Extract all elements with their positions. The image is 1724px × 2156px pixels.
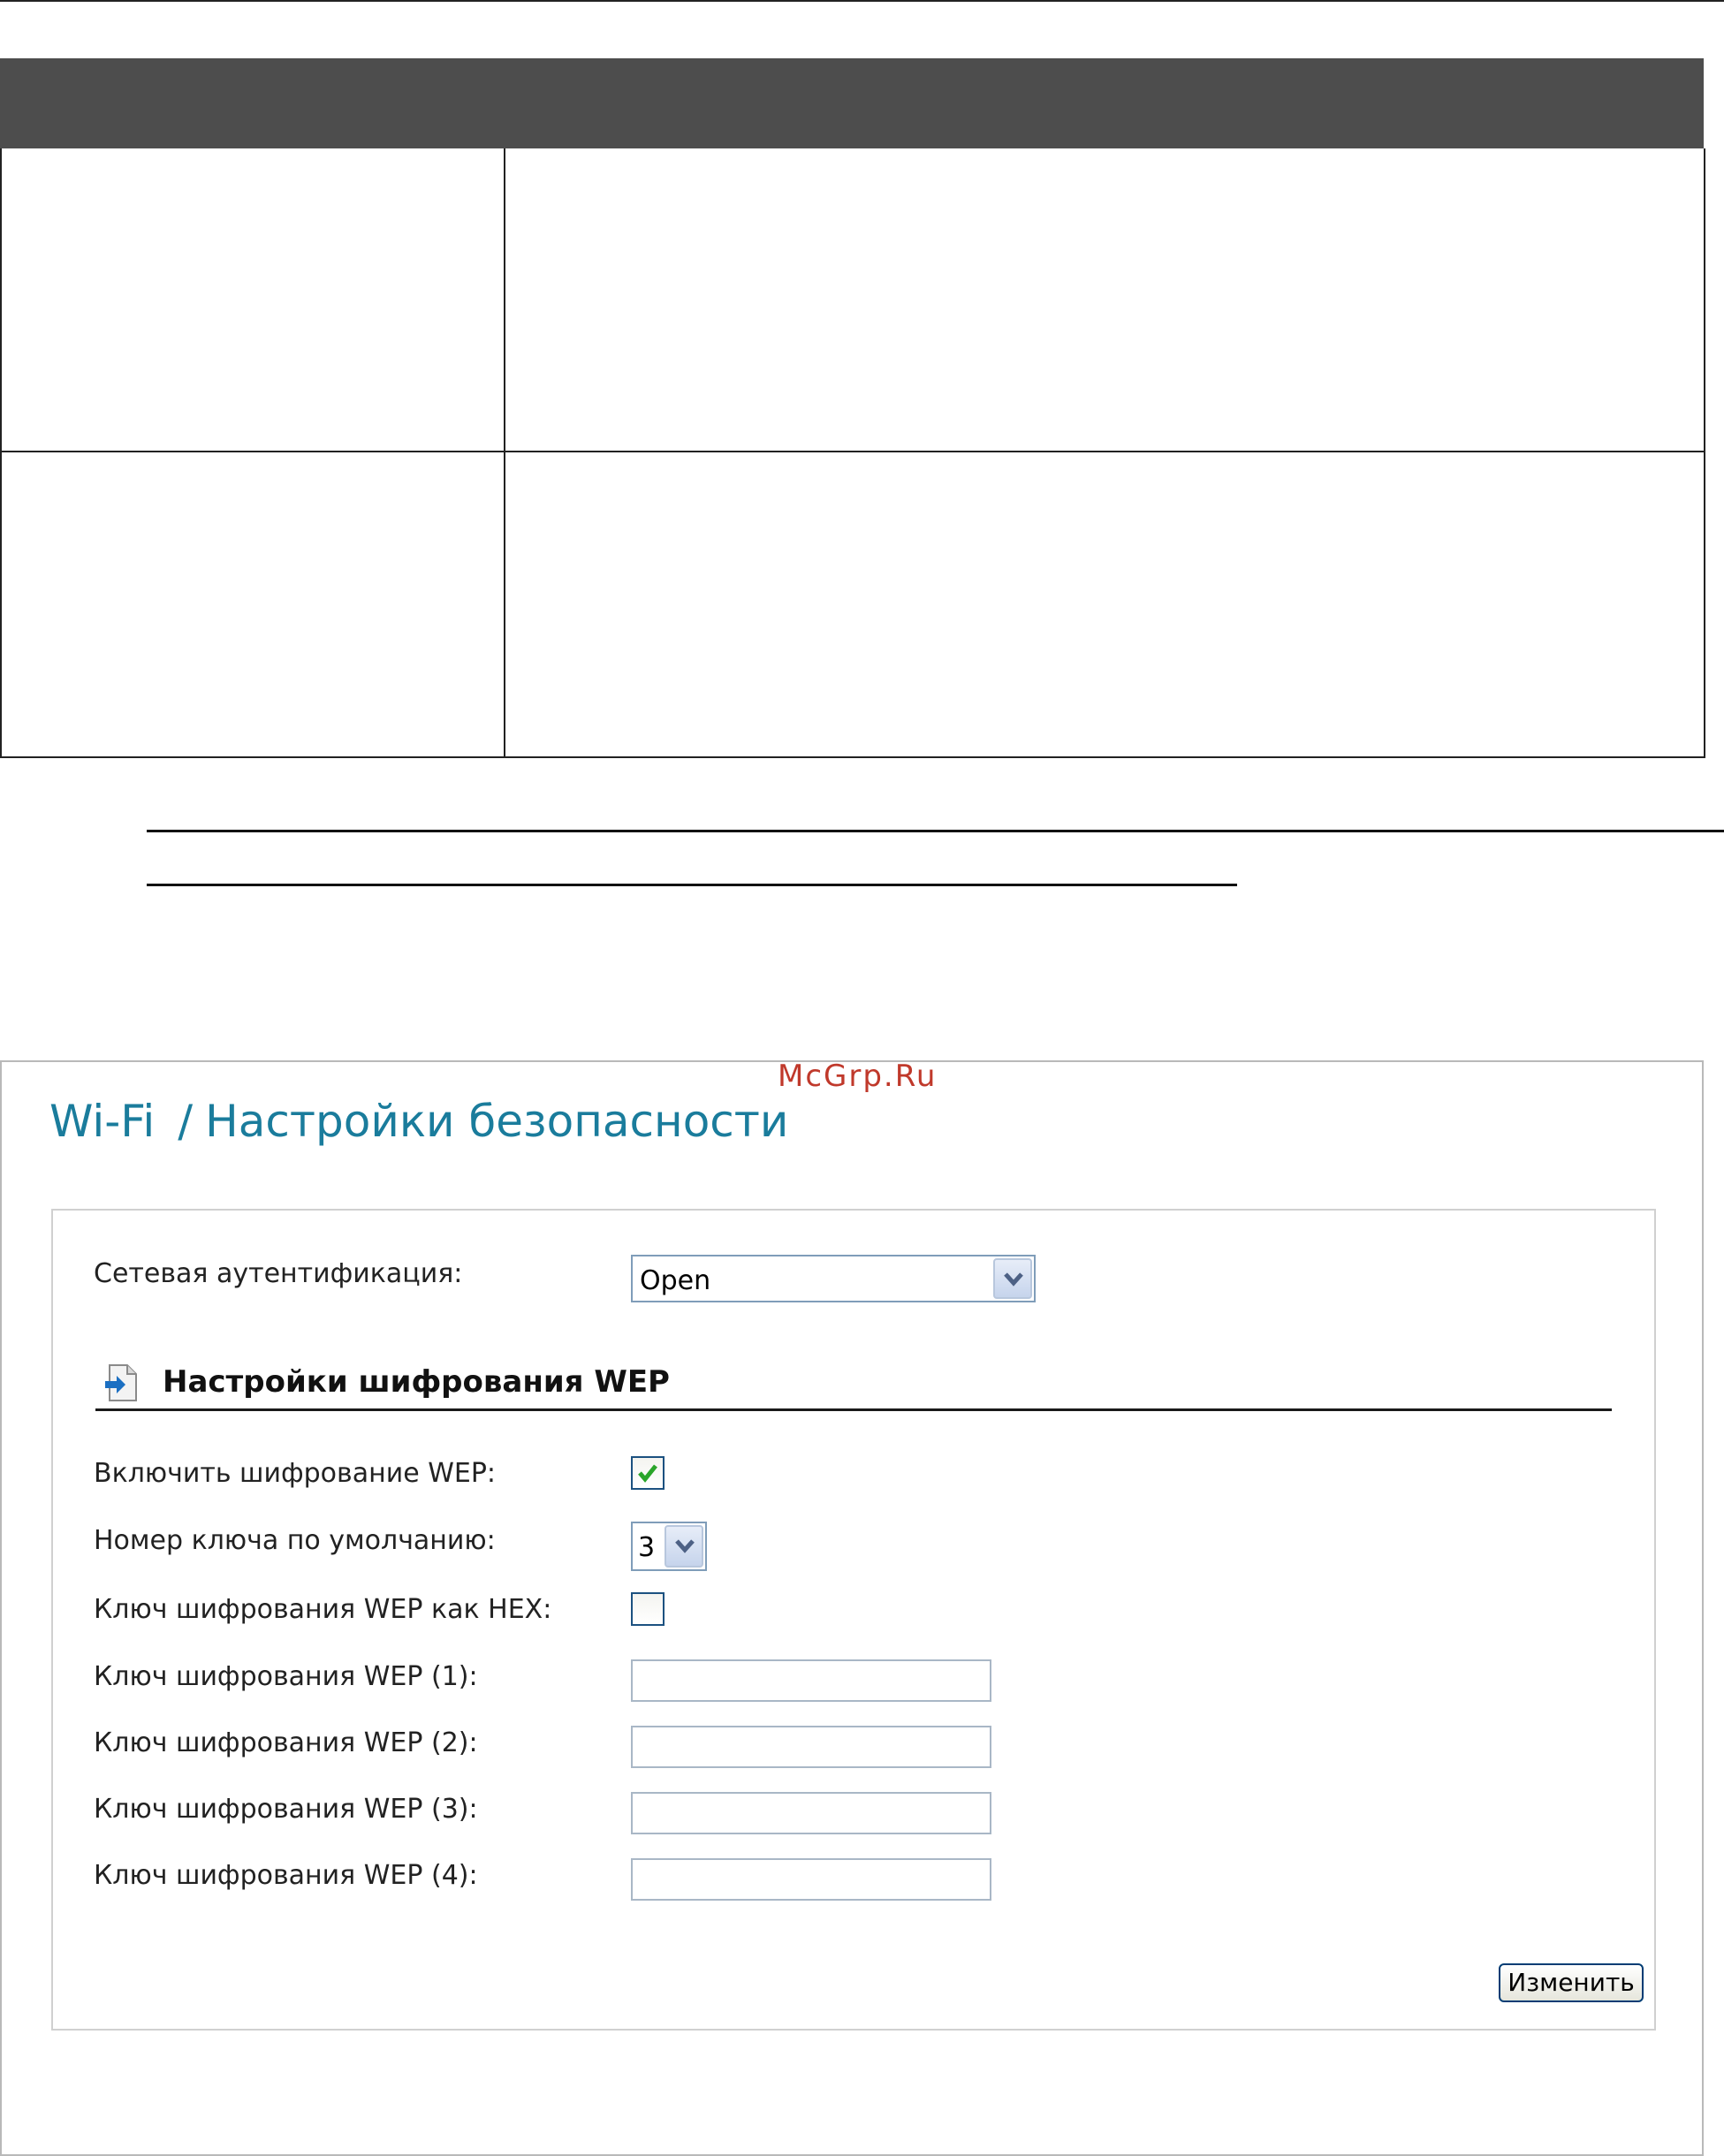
apply-button[interactable]: Изменить — [1499, 1963, 1644, 2002]
doc-table-header — [0, 58, 1704, 148]
note-line — [147, 830, 1724, 832]
wep-key-1-input[interactable] — [631, 1659, 991, 1702]
wep-key-4-input[interactable] — [631, 1858, 991, 1901]
default-key-label: Номер ключа по умолчанию: — [94, 1525, 496, 1556]
top-rule — [0, 0, 1724, 2]
doc-table-body — [0, 148, 1705, 758]
section-divider — [95, 1408, 1612, 1411]
page-title: Настройки безопасности — [205, 1096, 789, 1147]
page-arrow-icon — [104, 1364, 138, 1401]
auth-select[interactable] — [631, 1255, 1036, 1302]
wep-key-4-label: Ключ шифрования WEP (4): — [94, 1860, 478, 1891]
note-line — [147, 884, 1237, 886]
watermark: McGrp.Ru — [778, 1059, 938, 1094]
default-key-select[interactable] — [631, 1522, 707, 1571]
enable-wep-checkbox[interactable] — [631, 1456, 665, 1490]
auth-label: Сетевая аутентификация: — [94, 1258, 463, 1289]
wep-key-3-label: Ключ шифрования WEP (3): — [94, 1794, 478, 1825]
enable-wep-label: Включить шифрование WEP: — [94, 1458, 497, 1489]
default-key-value: 3 — [638, 1532, 656, 1563]
wep-hex-checkbox[interactable] — [631, 1592, 665, 1626]
breadcrumb-separator: / — [178, 1096, 194, 1147]
wep-key-2-input[interactable] — [631, 1726, 991, 1768]
doc-column-divider — [504, 148, 505, 756]
breadcrumb — [49, 1096, 788, 1147]
chevron-down-icon[interactable] — [665, 1525, 703, 1568]
auth-select-value: Open — [640, 1265, 711, 1296]
breadcrumb-section[interactable]: Wi-Fi — [49, 1096, 156, 1147]
wep-section-title: Настройки шифрования WEP — [163, 1364, 670, 1400]
wep-key-1-label: Ключ шифрования WEP (1): — [94, 1661, 478, 1692]
wep-hex-label: Ключ шифрования WEP как HEX: — [94, 1594, 552, 1625]
doc-table — [0, 58, 1704, 759]
chevron-down-icon[interactable] — [993, 1258, 1032, 1299]
checkmark-icon — [636, 1461, 659, 1484]
doc-row-divider — [2, 451, 1704, 452]
wep-key-3-input[interactable] — [631, 1792, 991, 1834]
wep-key-2-label: Ключ шифрования WEP (2): — [94, 1727, 478, 1758]
